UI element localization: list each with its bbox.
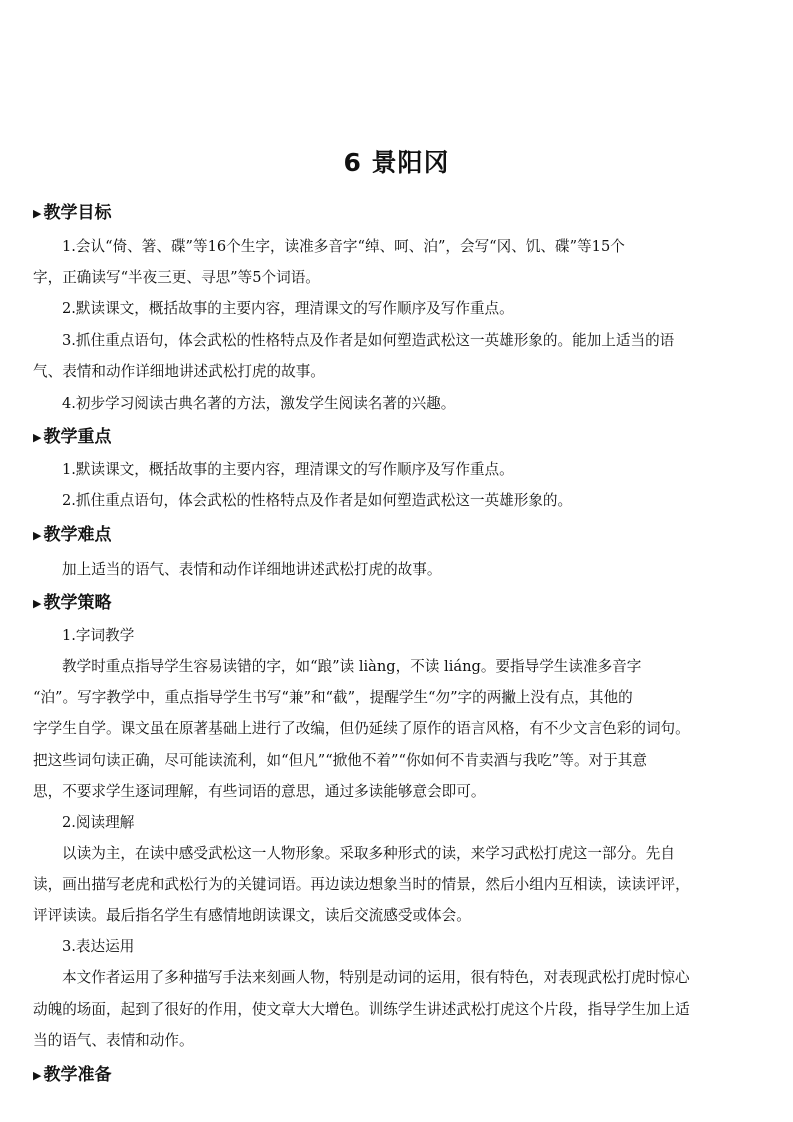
goals-line-1: 1.会认“倚、箸、碟”等16个生字，读准多音字“绰、呵、泊”，会写“冈、饥、碟”等15个 xyxy=(62,238,625,255)
triangle-bullet-icon: ▶ xyxy=(33,529,42,542)
goals-line-5: 气、表情和动作详细地讲述武松打虎的故事。 xyxy=(33,363,325,380)
heading-strategies xyxy=(33,591,111,617)
strategy-2-line-1: 以读为主，在读中感受武松这一人物形象。采取多种形式的读，来学习武松打虎这一部分。先自 xyxy=(62,845,675,862)
strategy-2-title: 2.阅读理解 xyxy=(62,814,135,831)
heading-text: 教学策略 xyxy=(43,593,112,613)
strategy-1-line-2: “泊”。写字教学中，重点指导学生书写“兼”和“截”，提醒学生“勿”字的两撇上没有点，其他的 xyxy=(33,689,633,706)
goals-line-2: 字，正确读写“半夜三更、寻思”等5个词语。 xyxy=(33,269,320,286)
triangle-bullet-icon: ▶ xyxy=(33,431,42,444)
goals-line-4: 3.抓住重点语句，体会武松的性格特点及作者是如何塑造武松这一英雄形象的。能加上适当的语 xyxy=(62,332,675,349)
heading-text: 教学目标 xyxy=(43,203,112,223)
strategy-3-title: 3.表达运用 xyxy=(62,938,135,955)
goals-line-6: 4.初步学习阅读古典名著的方法，激发学生阅读名著的兴趣。 xyxy=(62,395,456,412)
heading-teaching-goals xyxy=(33,201,111,227)
heading-difficulties xyxy=(33,523,111,549)
heading-text: 教学重点 xyxy=(43,427,112,447)
heading-text: 教学准备 xyxy=(43,1065,112,1085)
triangle-bullet-icon: ▶ xyxy=(33,597,42,610)
strategy-1-line-4: 把这些词句读正确，尽可能读流利，如“但凡”“掀他不着”“你如何不肯卖酒与我吃”等。对于其意 xyxy=(33,752,647,769)
strategy-1-line-1: 教学时重点指导学生容易读错的字，如“踉”读 liàng，不读 liáng。要指导学生读准多音字 xyxy=(62,658,642,675)
heading-text: 教学难点 xyxy=(43,525,112,545)
heading-preparation xyxy=(33,1063,111,1089)
strategy-2-line-3: 评评读读。最后指名学生有感情地朗读课文，读后交流感受或体会。 xyxy=(33,907,471,924)
strategy-1-line-3: 字学生自学。课文虽在原著基础上进行了改编，但仍延续了原作的语言风格，有不少文言色彩的词句。 xyxy=(33,720,690,737)
triangle-bullet-icon: ▶ xyxy=(33,1069,42,1082)
heading-key-points xyxy=(33,425,111,451)
key-points-line-2: 2.抓住重点语句，体会武松的性格特点及作者是如何塑造武松这一英雄形象的。 xyxy=(62,492,573,509)
triangle-bullet-icon: ▶ xyxy=(33,207,42,220)
strategy-1-line-5: 思，不要求学生逐词理解，有些词语的意思，通过多读能够意会即可。 xyxy=(33,783,486,800)
strategy-3-line-2: 动魄的场面，起到了很好的作用，使文章大大增色。训练学生讲述武松打虎这个片段，指导学生加上适 xyxy=(33,1001,690,1018)
difficulties-line-1: 加上适当的语气、表情和动作详细地讲述武松打虎的故事。 xyxy=(62,561,442,578)
lesson-title: 6 景阳冈 xyxy=(343,148,450,177)
strategy-1-title: 1.字词教学 xyxy=(62,627,135,644)
key-points-line-1: 1.默读课文，概括故事的主要内容，理清课文的写作顺序及写作重点。 xyxy=(62,461,514,478)
strategy-3-line-1: 本文作者运用了多种描写手法来刻画人物，特别是动词的运用，很有特色，对表现武松打虎时惊心 xyxy=(62,969,690,986)
goals-line-3: 2.默读课文，概括故事的主要内容，理清课文的写作顺序及写作重点。 xyxy=(62,300,514,317)
strategy-2-line-2: 读，画出描写老虎和武松行为的关键词语。再边读边想象当时的情景，然后小组内互相读，读读评评， xyxy=(33,876,690,893)
strategy-3-line-3: 当的语气、表情和动作。 xyxy=(33,1032,194,1049)
